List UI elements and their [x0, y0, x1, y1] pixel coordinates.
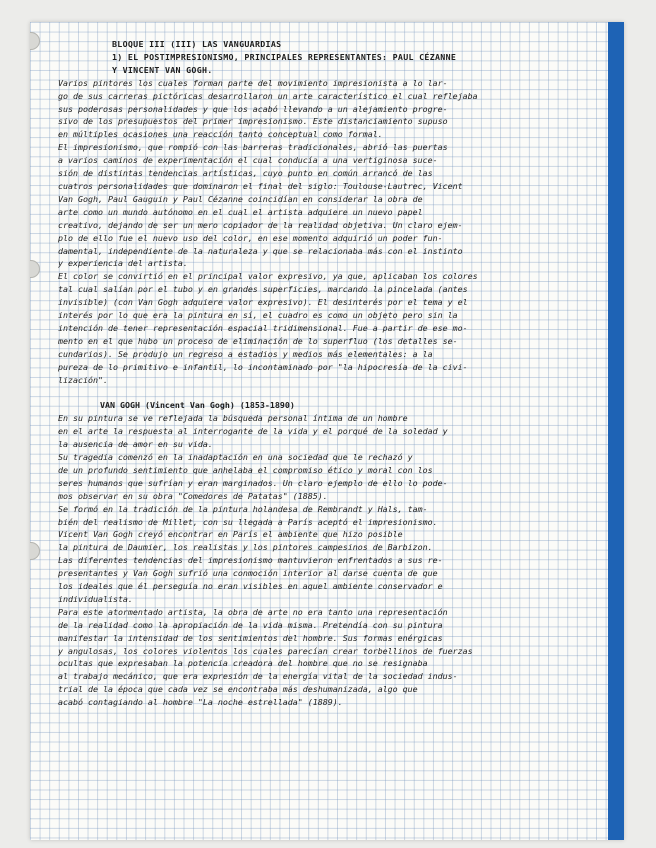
text-line: Varios pintores los cuales forman parte del movimiento impresionista a lo lar- — [58, 77, 448, 88]
text-line: damental, independiente de la naturaleza y que se relacionaba más con el instinto — [58, 245, 463, 256]
text-line: tal cual salían por el tubo y en grandes superficies, marcando la pincelada (antes — [58, 284, 468, 295]
binder-ring — [30, 32, 40, 50]
section-title-van-gogh: VAN GOGH (Vincent Van Gogh) (1853-1890) — [100, 400, 295, 411]
text-line: de la realidad como la apropiación de la vida misma. Pretendía con su pintura — [58, 619, 443, 630]
text-line: bién del realismo de Millet, con su llegada a París aceptó el impresionismo. — [58, 516, 438, 527]
text-line: presentantes y Van Gogh sufrió una conmoción interior al darse cuenta de que — [58, 568, 438, 579]
text-line: cundarios). Se produjo un regreso a estadios y medios más elementales: a la — [58, 348, 433, 359]
text-line: Su tragedia comenzó en la inadaptación en una sociedad que le rechazó y — [58, 451, 413, 462]
text-line: intención de tener representación espacial tridimensional. Fue a partir de ese mo- — [58, 322, 468, 333]
text-line: al trabajo mecánico, que era expresión de la energía vital de la sociedad indus- — [58, 671, 458, 682]
text-line: plo de ello fue el nuevo uso del color, en ese momento adquirió un poder fun- — [58, 232, 443, 243]
heading-line-3: Y VINCENT VAN GOGH. — [112, 64, 213, 75]
text-line: go de sus carreras pictóricas desarrollaron un arte característico el cual reflejaba — [58, 90, 478, 101]
paragraph-block-postimpresionismo — [58, 77, 606, 387]
binder-ring — [30, 260, 40, 278]
text-line: Para este atormentado artista, la obra de arte no era tanto una representación — [58, 606, 448, 617]
text-line: creativo, dejando de ser un mero copiador de la realidad objetiva. Un claro ejem- — [58, 219, 463, 230]
text-line: invisible) (con Van Gogh adquiere valor expresivo). El desinterés por el tema y el — [58, 297, 468, 308]
text-line: sión de distintas tendencias artísticas, cuyo punto en común arrancó de las — [58, 168, 433, 179]
text-line: en múltiples ocasiones una reacción tanto conceptual como formal. — [58, 129, 383, 140]
text-line: lización". — [58, 374, 108, 385]
text-line: El color se convirtió en el principal valor expresivo, ya que, aplicaban los colores — [58, 271, 478, 282]
text-line: trial de la época que cada vez se encontraba más deshumanizada, algo que — [58, 684, 418, 695]
binder-ring — [30, 542, 40, 560]
text-line: de un profundo sentimiento que anhelaba el compromiso ético y moral con los — [58, 464, 433, 475]
handwritten-text — [58, 38, 606, 709]
text-line: seres humanos que sufrían y eran marginados. Un claro ejemplo de ello lo pode- — [58, 477, 448, 488]
text-line: en el arte la respuesta al interrogante de la vida y el porqué de la soledad y — [58, 426, 448, 437]
text-line: los ideales que él perseguía no eran visibles en aquel ambiente conservador e — [58, 581, 443, 592]
text-line: la pintura de Daumier, los realistas y los pintores campesinos de Barbizon. — [58, 542, 433, 553]
text-line: acabó contagiando al hombre "La noche estrellada" (1889). — [58, 697, 343, 708]
text-line: y angulosas, los colores violentos los cuales parecían crear torbellinos de fuerzas — [58, 645, 473, 656]
text-line: sivo de los presupuestos del primer impresionismo. Este distanciamiento supuso — [58, 116, 448, 127]
notebook-page — [30, 22, 624, 840]
text-line: interés por lo que era la pintura en sí, el cuadro es como un objeto pero sin la — [58, 310, 458, 321]
text-line: arte como un mundo autónomo en el cual el artista adquiere un nuevo papel — [58, 206, 423, 217]
text-line: cuatros personalidades que dominaron el final del siglo: Toulouse-Lautrec, Vicent — [58, 180, 463, 191]
text-line: Se formó en la tradición de la pintura holandesa de Rembrandt y Hals, tam- — [58, 503, 428, 514]
text-line: la ausencia de amor en su vida. — [58, 439, 213, 450]
text-line: y experiencia del artista. — [58, 258, 188, 269]
blue-page-edge — [608, 22, 624, 840]
text-line: ocultas que expresaban la potencia creadora del hombre que no se resignaba — [58, 658, 428, 669]
text-line: a varios caminos de experimentación el cual conducía a una vertiginosa suce- — [58, 155, 438, 166]
text-line: individualista. — [58, 593, 133, 604]
text-line: sus poderosas personalidades y que los acabó llevando a un alejamiento progre- — [58, 103, 448, 114]
text-line: pureza de lo primitivo e infantil, lo incontaminado por "la hipocresía de la civi- — [58, 361, 468, 372]
text-line: mos observar en su obra "Comedores de Patatas" (1885). — [58, 490, 328, 501]
text-line: manifestar la intensidad de los sentimientos del hombre. Sus formas enérgicas — [58, 632, 443, 643]
text-line: Las diferentes tendencias del impresionismo mantuvieron enfrentados a sus re- — [58, 555, 443, 566]
text-line: El impresionismo, que rompió con las barreras tradicionales, abrió las puertas — [58, 142, 448, 153]
text-line: Vicent Van Gogh creyó encontrar en París el ambiente que hizo posible — [58, 529, 403, 540]
text-line: En su pintura se ve reflejada la búsqueda personal íntima de un hombre — [58, 413, 408, 424]
heading-line-1: BLOQUE III (III) LAS VANGUARDIAS — [112, 39, 282, 49]
paragraph-block-van-gogh — [58, 412, 606, 709]
heading-line-2: 1) EL POSTIMPRESIONISMO, PRINCIPALES REPRESENTANTES: PAUL CÉZANNE — [112, 51, 457, 62]
text-line: mento en el que hubo un proceso de eliminación de lo superfluo (los detalles se- — [58, 335, 458, 346]
text-line: Van Gogh, Paul Gauguin y Paul Cézanne coincidían en considerar la obra de — [58, 193, 423, 204]
